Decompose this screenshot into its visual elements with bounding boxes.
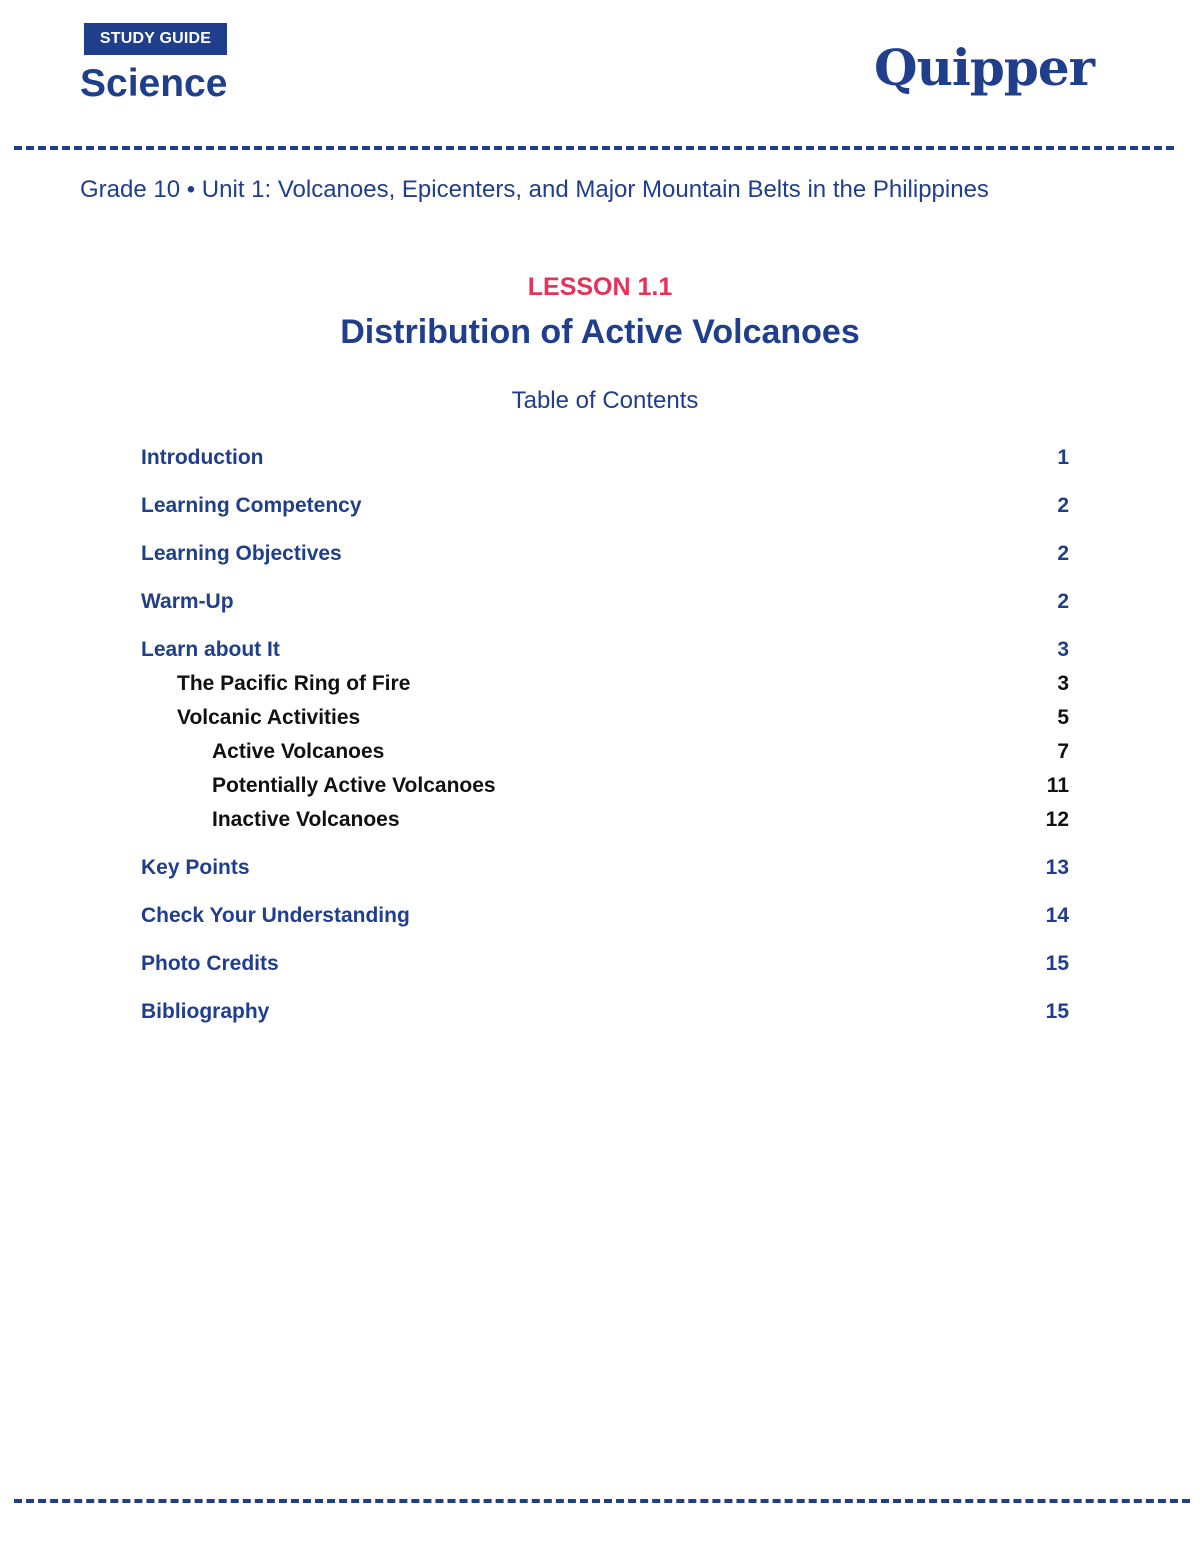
toc-entry-page: 7 bbox=[1057, 740, 1069, 763]
toc-entry-title: Warm-Up bbox=[141, 590, 234, 613]
toc-entry-page: 11 bbox=[1046, 774, 1069, 797]
toc-entry-page: 2 bbox=[1057, 494, 1069, 517]
toc-entry-title: Photo Credits bbox=[141, 952, 279, 975]
toc-entry-title: Potentially Active Volcanoes bbox=[212, 774, 496, 797]
toc-entry-title: Bibliography bbox=[141, 1000, 270, 1023]
study-guide-badge: STUDY GUIDE bbox=[84, 23, 227, 55]
toc-entry-title: Introduction bbox=[141, 446, 264, 469]
toc-entry-title: Learning Competency bbox=[141, 494, 362, 517]
toc-entry-check-your-understanding[interactable] bbox=[141, 902, 1069, 930]
toc-entry-page: 15 bbox=[1045, 1000, 1069, 1023]
toc-entry-key-points[interactable] bbox=[141, 854, 1069, 882]
toc-entry-page: 3 bbox=[1057, 638, 1069, 661]
lesson-title: Distribution of Active Volcanoes bbox=[340, 313, 860, 351]
toc-entry-page: 15 bbox=[1045, 952, 1069, 975]
toc-entry-potentially-active-volcanoes[interactable] bbox=[141, 772, 1069, 800]
toc-entry-learning-objectives[interactable] bbox=[141, 540, 1069, 568]
top-dashed-divider bbox=[14, 146, 1174, 150]
unit-line: Grade 10 • Unit 1: Volcanoes, Epicenters, and Major Mountain Belts in the Philippines bbox=[80, 176, 989, 203]
toc-entry-page: 12 bbox=[1045, 808, 1069, 831]
lesson-label: LESSON 1.1 bbox=[527, 273, 673, 301]
toc-entry-title: Learn about It bbox=[141, 638, 280, 661]
quipper-logo: Quipper bbox=[874, 38, 1094, 97]
toc-entry-page: 5 bbox=[1057, 706, 1069, 729]
bottom-dashed-divider bbox=[14, 1499, 1190, 1503]
toc-entry-title: Check Your Understanding bbox=[141, 904, 410, 927]
table-of-contents bbox=[141, 444, 1069, 1026]
toc-entry-page: 13 bbox=[1045, 856, 1069, 879]
toc-entry-title: Volcanic Activities bbox=[177, 706, 361, 729]
toc-entry-photo-credits[interactable] bbox=[141, 950, 1069, 978]
toc-entry-pacific-ring-of-fire[interactable] bbox=[141, 670, 1069, 698]
toc-entry-warm-up[interactable] bbox=[141, 588, 1069, 616]
toc-entry-title: Learning Objectives bbox=[141, 542, 342, 565]
toc-entry-title: Active Volcanoes bbox=[212, 740, 385, 763]
toc-entry-bibliography[interactable] bbox=[141, 998, 1069, 1026]
toc-entry-active-volcanoes[interactable] bbox=[141, 738, 1069, 766]
toc-entry-title: The Pacific Ring of Fire bbox=[177, 672, 411, 695]
toc-entry-page: 2 bbox=[1057, 542, 1069, 565]
toc-entry-page: 2 bbox=[1057, 590, 1069, 613]
subject-title: Science bbox=[80, 62, 228, 105]
toc-entry-title: Key Points bbox=[141, 856, 250, 879]
toc-entry-page: 1 bbox=[1057, 446, 1069, 469]
toc-heading: Table of Contents bbox=[511, 387, 699, 414]
toc-entry-learning-competency[interactable] bbox=[141, 492, 1069, 520]
toc-entry-learn-about-it[interactable] bbox=[141, 636, 1069, 664]
toc-entry-page: 3 bbox=[1057, 672, 1069, 695]
toc-entry-page: 14 bbox=[1045, 904, 1069, 927]
toc-entry-inactive-volcanoes[interactable] bbox=[141, 806, 1069, 834]
toc-entry-title: Inactive Volcanoes bbox=[212, 808, 400, 831]
toc-entry-introduction[interactable] bbox=[141, 444, 1069, 472]
toc-entry-volcanic-activities[interactable] bbox=[141, 704, 1069, 732]
